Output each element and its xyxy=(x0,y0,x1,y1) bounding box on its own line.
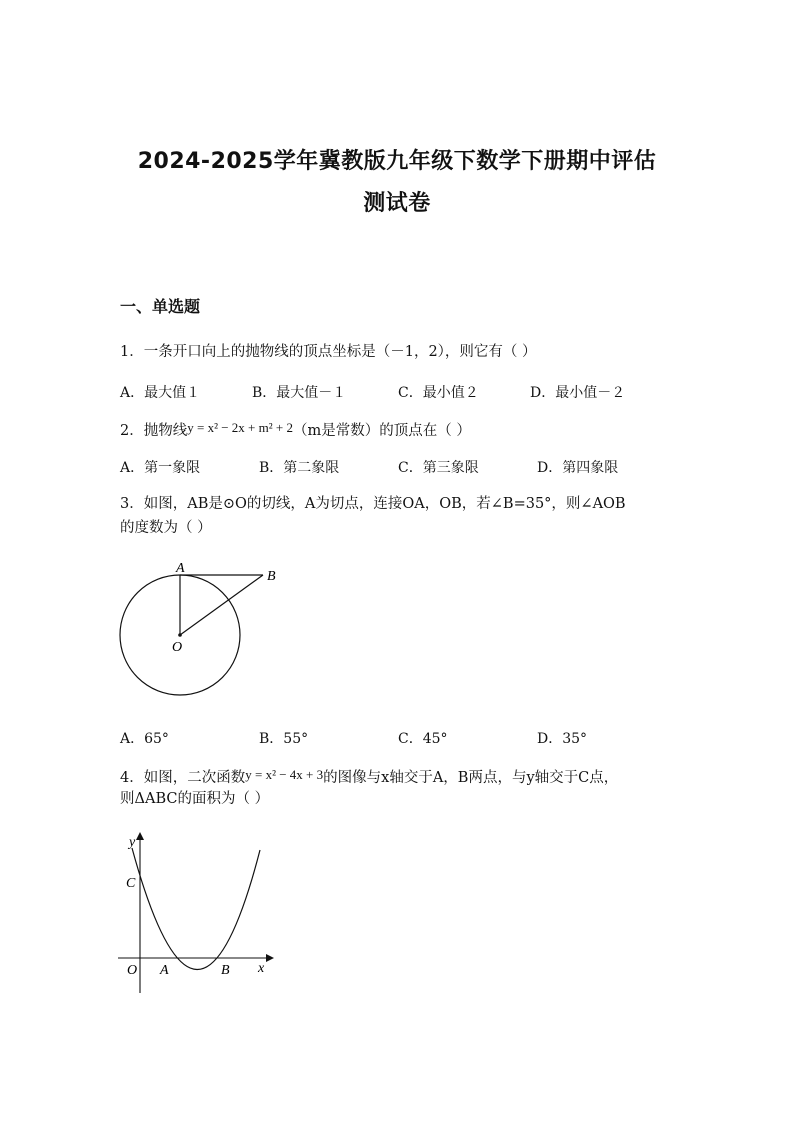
label-y: y xyxy=(129,835,136,850)
parabola-curve xyxy=(132,848,260,970)
page-title-line1: 2024-2025学年冀教版九年级下数学下册期中评估 xyxy=(137,149,657,174)
y-axis-arrow xyxy=(136,832,144,840)
center-point xyxy=(178,633,182,637)
question-1-option-d: D．最小值－２ xyxy=(530,385,626,401)
question-3-stem-line2: 的度数为（ ） xyxy=(120,520,212,536)
label-a: A xyxy=(176,561,185,576)
question-2-option-d: D．第四象限 xyxy=(537,460,619,476)
label-b: B xyxy=(267,569,276,584)
question-1-stem: 1．一条开口向上的抛物线的顶点坐标是（－1，2），则它有（ ） xyxy=(120,344,537,360)
label-a: A xyxy=(160,963,169,978)
question-3-option-a: A．65° xyxy=(120,731,169,747)
segment-ob xyxy=(180,575,263,635)
label-b: B xyxy=(221,963,230,978)
question-3-option-c: C．45° xyxy=(398,731,448,747)
question-2-suffix: （m是常数）的顶点在（ ） xyxy=(292,423,471,439)
page-title-line2: 测试卷 xyxy=(363,191,431,216)
question-2-prefix: 2．抛物线 xyxy=(120,423,188,439)
question-1-option-b: B．最大值－１ xyxy=(252,385,347,401)
label-x: x xyxy=(258,961,265,976)
section-heading: 一、单选题 xyxy=(120,297,201,316)
question-4-equation: y = x² − 4x + 3 xyxy=(245,767,324,782)
label-o: O xyxy=(172,640,183,655)
question-4-stem-line2: 则ΔABC的面积为（ ） xyxy=(120,791,270,807)
question-1-option-c: C．最小值２ xyxy=(398,385,479,401)
question-2-stem xyxy=(120,416,471,443)
question-3-stem-line1: 3．如图，AB是⊙O的切线，A为切点，连接OA，OB，若∠B=35°，则∠AOB xyxy=(120,496,626,512)
question-4-stem-line1 xyxy=(120,763,618,790)
x-axis-arrow xyxy=(266,954,274,962)
question-4-suffix: 的图像与x轴交于A，B两点，与y轴交于C点， xyxy=(323,770,619,786)
question-2-equation: y = x² − 2x + m² + 2 xyxy=(187,420,293,435)
question-4-figure xyxy=(110,828,290,998)
label-o: O xyxy=(127,963,138,978)
question-3-figure xyxy=(110,555,290,705)
question-3-option-d: D．35° xyxy=(537,731,588,747)
label-c: C xyxy=(126,876,136,891)
question-1-option-a: A．最大值１ xyxy=(120,385,201,401)
question-2-option-c: C．第三象限 xyxy=(398,460,479,476)
question-2-option-a: A．第一象限 xyxy=(120,460,201,476)
question-3-option-b: B．55° xyxy=(259,731,309,747)
question-4-prefix: 4．如图，二次函数 xyxy=(120,770,246,786)
question-2-option-b: B．第二象限 xyxy=(259,460,340,476)
